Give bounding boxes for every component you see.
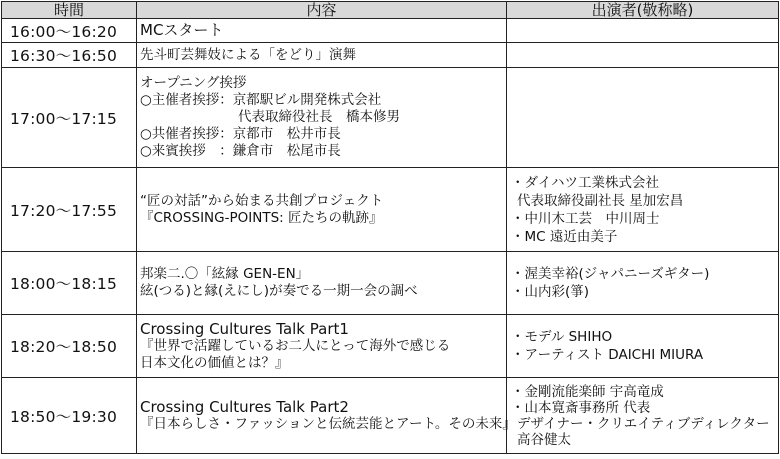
performers-cell	[507, 315, 779, 378]
header-time: 時間	[2, 2, 137, 19]
performers-cell	[507, 252, 779, 315]
performer-line: ・MC 遠近由美子	[511, 228, 618, 245]
performers-cell	[507, 19, 779, 43]
performer-line: ・中川木工芸 中川周士	[511, 210, 660, 227]
content-line: 先斗町芸舞妓による「をどり」演舞	[140, 46, 356, 63]
content-line: オープニング挨拶	[140, 75, 247, 91]
content-line: ○主催者挨拶：京都駅ビル開発株式会社	[140, 92, 382, 108]
performers-cell	[507, 378, 779, 454]
performers-cell	[507, 168, 779, 252]
content-line: 日本文化の価値とは？』	[140, 354, 289, 371]
content-line: Crossing Cultures Talk Part2	[140, 397, 349, 416]
content-cell	[137, 19, 507, 43]
header-performers: 出演者(敬称略)	[507, 2, 779, 19]
content-line: ○来賓挨拶 ：鎌倉市 松尾市長	[140, 143, 341, 159]
performer-line: ・アーティスト DAICHI MIURA	[511, 347, 704, 363]
time-cell: 18:50～19:30	[2, 378, 137, 454]
table-row	[2, 378, 779, 454]
time-cell: 18:20～18:50	[2, 315, 137, 378]
performer-line: ・金剛流能楽師 宇高竜成	[511, 383, 664, 400]
content-line: 絃(つる)と縁(えにし)が奏でる一期一会の調べ	[140, 283, 418, 299]
performers-cell	[507, 68, 779, 168]
performer-line: ・モデル SHIHO	[511, 329, 613, 345]
performer-line: ・山本寛斎事務所 代表	[511, 399, 651, 416]
table-row	[2, 168, 779, 252]
table-row	[2, 43, 779, 68]
table-row	[2, 252, 779, 315]
time-cell: 18:00～18:15	[2, 252, 137, 315]
content-line: 『日本らしさ・ファッションと伝統芸能とアート。その未来』	[140, 415, 516, 432]
content-line: MCスタート	[140, 21, 224, 39]
performer-line: デザイナー・クリエイティブディレクター	[517, 415, 770, 432]
content-line: 代表取締役社長 橋本修男	[238, 109, 400, 125]
table-row	[2, 315, 779, 378]
time-cell: 17:20～17:55	[2, 168, 137, 252]
header-content: 内容	[137, 2, 507, 19]
performer-line: ・渥美幸裕(ジャパニーズギター)	[511, 266, 710, 282]
schedule-table	[1, 1, 779, 454]
time-cell: 16:00～16:20	[2, 19, 137, 43]
content-cell	[137, 168, 507, 252]
content-line: ○共催者挨拶：京都市 松井市長	[140, 126, 341, 142]
content-line: “匠の対話”から始まる共創プロジェクト	[140, 192, 384, 209]
time-cell: 16:30～16:50	[2, 43, 137, 68]
header-row	[2, 2, 779, 19]
performer-line: ・ダイハツ工業株式会社	[511, 174, 659, 191]
content-cell	[137, 378, 516, 454]
performer-line: ・山内彩(箏)	[511, 284, 590, 300]
content-line: Crossing Cultures Talk Part1	[140, 319, 349, 338]
table-row	[2, 68, 779, 168]
table-row	[2, 19, 779, 43]
performer-line: 代表取締役副社長 星加宏昌	[517, 192, 684, 209]
performers-cell	[507, 43, 779, 68]
performer-line: 高谷健太	[517, 431, 571, 448]
content-cell	[137, 252, 507, 315]
content-cell	[137, 43, 507, 68]
content-cell	[137, 315, 507, 378]
content-line: 『CROSSING-POINTS: 匠たちの軌跡』	[140, 209, 383, 226]
content-cell	[137, 68, 507, 168]
content-line: 邦楽二.〇「絃縁 GEN-EN」	[140, 266, 310, 282]
content-line: 『世界で活躍しているお二人にとって海外で感じる	[140, 337, 451, 354]
time-cell: 17:00～17:15	[2, 68, 137, 168]
